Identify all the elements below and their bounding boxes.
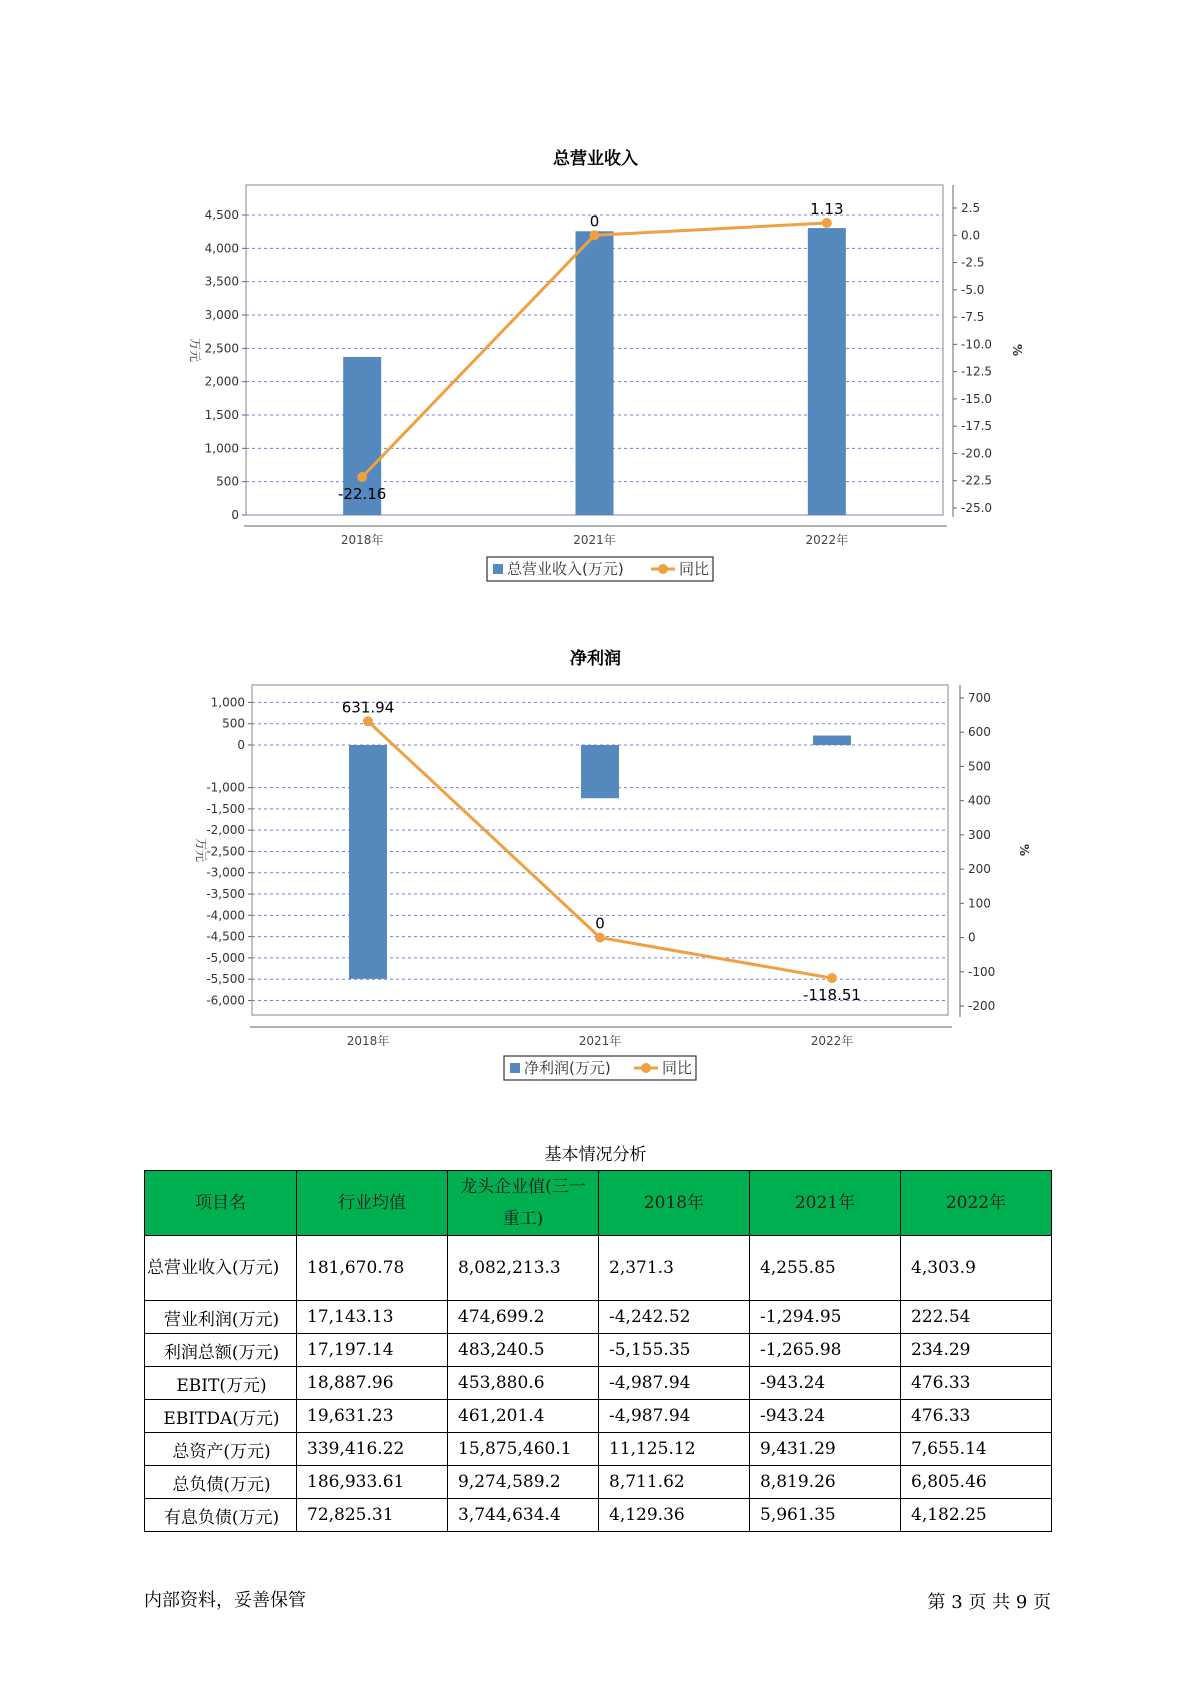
table-cell: 4,129.36 [599,1499,750,1532]
left-tick-label: -3,000 [206,865,245,880]
col-header-2022: 2022年 [901,1171,1052,1236]
table-row [145,1367,1052,1400]
right-tick-label: -2.5 [961,255,985,270]
left-tick-label: -4,500 [206,929,245,944]
left-tick-label: -1,000 [206,780,245,795]
revenue-chart [0,170,1191,600]
yoy-point [822,218,832,228]
right-tick-label: 500 [968,759,991,774]
table-cell: 8,711.62 [599,1466,750,1499]
row-label: EBIT(万元) [145,1367,297,1400]
bar-2022年 [808,228,846,515]
left-tick-label: 3,000 [204,308,239,322]
bar-2022年 [813,736,851,745]
table-cell: 181,670.78 [297,1236,448,1301]
table-cell: -5,155.35 [599,1334,750,1367]
row-label: 营业利润(万元) [145,1301,297,1334]
row-label: 有息负债(万元) [145,1499,297,1532]
left-tick-label: -2,000 [206,823,245,838]
legend-line-marker [641,1063,651,1073]
table-cell: 474,699.2 [448,1301,599,1334]
bar-2021年 [581,745,619,798]
left-tick-label: 4,500 [204,208,239,222]
col-header-industry-avg: 行业均值 [297,1171,448,1236]
left-tick-label: -2,500 [206,844,245,859]
table-row [145,1301,1052,1334]
bar-2018年 [349,745,387,979]
col-header-item: 项目名 [145,1171,297,1236]
table-cell: 222.54 [901,1301,1052,1334]
table-cell: 339,416.22 [297,1433,448,1466]
right-tick-label: 0 [968,930,976,945]
right-tick-label: -100 [968,964,996,979]
right-tick-label: 200 [968,862,991,877]
legend-bar-label: 净利润(万元) [524,1059,611,1077]
row-label: EBITDA(万元) [145,1400,297,1433]
yoy-point [357,472,367,482]
table-cell: 4,182.25 [901,1499,1052,1532]
table-cell: 6,805.46 [901,1466,1052,1499]
left-tick-label: 2,000 [204,374,239,389]
left-tick-label: 4,000 [204,241,239,256]
right-tick-label: 0.0 [961,228,981,243]
table-row [145,1466,1052,1499]
legend-bar-swatch [493,564,503,574]
y-axis-title-left: 万元 [188,337,202,363]
right-tick-label: 400 [968,793,991,808]
col-header-2021: 2021年 [750,1171,901,1236]
table-cell: 19,631.23 [297,1400,448,1433]
table-cell: 483,240.5 [448,1334,599,1367]
yoy-point [590,230,600,240]
table-cell: -943.24 [750,1400,901,1433]
y-axis-title-right: % [1010,343,1024,357]
yoy-data-label: 0 [589,212,600,231]
left-tick-label: -1,500 [206,801,245,816]
table-cell: 17,197.14 [297,1334,448,1367]
x-tick-label: 2022年 [805,533,849,547]
right-tick-label: -5.0 [961,282,985,297]
profit-chart-title: 净利润 [570,649,621,669]
table-row [145,1236,1052,1301]
yoy-data-label: -118.51 [803,986,861,1005]
table-cell: 11,125.12 [599,1433,750,1466]
y-axis-title-right: % [1017,843,1031,857]
table-cell: 18,887.96 [297,1367,448,1400]
table-row [145,1499,1052,1532]
left-tick-label: 3,500 [204,274,239,289]
right-tick-label: -15.0 [961,391,993,406]
x-tick-label: 2021年 [578,1034,622,1048]
right-tick-label: 100 [968,896,991,911]
legend-bar-swatch [510,1063,520,1073]
right-tick-label: 700 [968,691,991,705]
table-cell: 461,201.4 [448,1400,599,1433]
table-cell: 186,933.61 [297,1466,448,1499]
col-header-leader: 龙头企业值(三一重工) [448,1171,599,1236]
yoy-data-label: 0 [595,914,605,933]
footer-confidential: 内部资料，妥善保管 [144,1590,306,1611]
left-tick-label: 0 [231,508,239,522]
table-row [145,1334,1052,1367]
table-cell: 4,303.9 [901,1236,1052,1301]
x-tick-label: 2022年 [810,1034,854,1048]
right-tick-label: -7.5 [961,310,985,325]
profit-chart [0,670,1191,1100]
legend-line-label: 同比 [662,1059,693,1077]
left-tick-label: 500 [222,716,245,731]
table-cell: 8,082,213.3 [448,1236,599,1301]
row-label: 总营业收入(万元) [145,1236,297,1301]
right-tick-label: 600 [968,725,991,740]
legend-line-label: 同比 [679,560,710,578]
yoy-data-label: 1.13 [810,199,844,218]
legend-line-marker [658,564,668,574]
table-cell: 7,655.14 [901,1433,1052,1466]
x-tick-label: 2018年 [346,1034,390,1048]
bar-2021年 [576,231,614,515]
x-tick-label: 2021年 [573,533,616,547]
table-cell: 15,875,460.1 [448,1433,599,1466]
table-caption: 基本情况分析 [544,1145,647,1165]
right-tick-label: -17.5 [961,419,993,434]
yoy-point [595,933,605,943]
left-tick-label: -3,500 [206,887,245,902]
table-cell: -1,265.98 [750,1334,901,1367]
table-header-row [145,1171,1052,1236]
table-cell: 9,274,589.2 [448,1466,599,1499]
analysis-table [144,1170,1052,1532]
row-label: 总负债(万元) [145,1466,297,1499]
table-cell: 3,744,634.4 [448,1499,599,1532]
yoy-data-label: 631.94 [341,698,395,717]
left-tick-label: -5,000 [206,950,245,965]
right-tick-label: -12.5 [961,364,993,379]
table-cell: -4,987.94 [599,1367,750,1400]
x-tick-label: 2018年 [340,533,384,547]
table-cell: 2,371.3 [599,1236,750,1301]
right-tick-label: -10.0 [961,337,993,352]
revenue-chart-title: 总营业收入 [553,149,638,169]
table-cell: -943.24 [750,1367,901,1400]
left-tick-label: -5,500 [206,972,245,987]
left-tick-label: 500 [216,474,239,489]
table-cell: 5,961.35 [750,1499,901,1532]
yoy-point [827,973,837,983]
col-header-2018: 2018年 [599,1171,750,1236]
left-tick-label: -6,000 [206,993,245,1008]
legend-bar-label: 总营业收入(万元) [507,560,624,578]
row-label: 总资产(万元) [145,1433,297,1466]
right-tick-label: -22.5 [961,473,993,488]
table-cell: 234.29 [901,1334,1052,1367]
yoy-point [363,716,373,726]
footer-page-number: 第 3 页 共 9 页 [927,1592,1051,1613]
table-cell: 476.33 [901,1367,1052,1400]
left-tick-label: 1,500 [204,408,239,422]
row-label: 利润总额(万元) [145,1334,297,1367]
right-tick-label: 2.5 [961,201,981,215]
right-tick-label: -25.0 [961,501,993,515]
left-tick-label: 2,500 [204,341,239,356]
table-cell: 4,255.85 [750,1236,901,1301]
left-tick-label: 0 [237,738,245,752]
table-cell: -4,242.52 [599,1301,750,1334]
yoy-data-label: -22.16 [337,485,387,504]
left-tick-label: 1,000 [210,695,245,710]
table-cell: -1,294.95 [750,1301,901,1334]
table-cell: 476.33 [901,1400,1052,1433]
left-tick-label: 1,000 [204,441,239,456]
table-cell: -4,987.94 [599,1400,750,1433]
table-cell: 453,880.6 [448,1367,599,1400]
left-tick-label: -4,000 [206,908,245,923]
table-cell: 17,143.13 [297,1301,448,1334]
right-tick-label: -200 [968,999,996,1013]
table-cell: 9,431.29 [750,1433,901,1466]
table-row [145,1400,1052,1433]
right-tick-label: 300 [968,827,991,842]
y-axis-title-left: 万元 [194,837,208,863]
table-cell: 72,825.31 [297,1499,448,1532]
table-cell: 8,819.26 [750,1466,901,1499]
right-tick-label: -20.0 [961,446,993,461]
table-row [145,1433,1052,1466]
